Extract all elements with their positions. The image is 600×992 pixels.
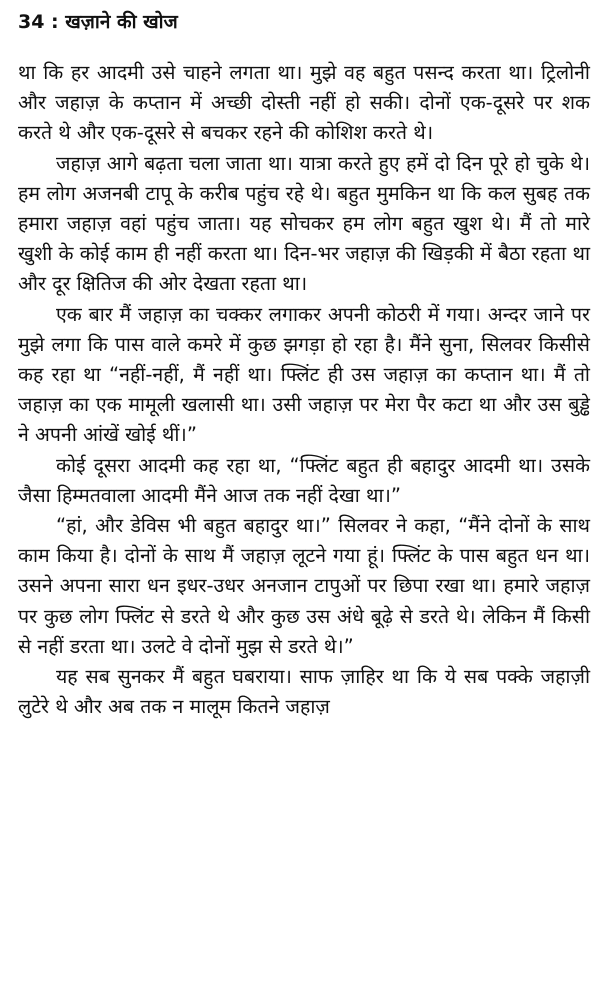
paragraph-overheard-quarrel: एक बार मैं जहाज़ का चक्कर लगाकर अपनी कोठरी में गया। अन्दर जाने पर मुझे लगा कि पास वाले कमरे में कुछ झगड़ा हो रहा है। मैंने सुना, सिलवर किसीसे कह रहा था “नहीं-नहीं, मैं नहीं था। फ्लिंट ही उस जहाज़ का कप्तान था। मैं तो जहाज़ का एक मामूली खलासी था। उसी जहाज़ पर मेरा पैर कटा था और उस बुड्ढे ने अपनी आंखें खोई थीं।” (18, 302, 590, 447)
paragraph-pirates-revealed: यह सब सुनकर मैं बहुत घबराया। साफ ज़ाहिर था कि ये सब पक्के जहाज़ी लुटेरे थे और अब तक न मालूम कितने जहाज़ (18, 665, 590, 719)
paragraph-continuation: था कि हर आदमी उसे चाहने लगता था। मुझे वह बहुत पसन्द करता था। ट्रिलोनी और जहाज़ के कप्तान में अच्छी दोस्ती नहीं हो सकी। दोनों एक-दूसरे पर शक करते थे और एक-दूसरे से बचकर रहने की कोशिश करते थे। (18, 61, 590, 145)
running-head: 34 : खज़ाने की खोज (18, 11, 178, 33)
paragraph-silver-speech: “हां, और डेविस भी बहुत बहादुर था।” सिलवर ने कहा, “मैंने दोनों के साथ काम किया है। दोनों के साथ मैं जहाज़ लूटने गया हूं। फ्लिंट के पास बहुत धन था। उसने अपना सारा धन इधर-उधर अनजान टापुओं पर छिपा रखा था। हमारे जहाज़ पर कुछ लोग फ्लिंट से डरते थे और कुछ उस अंधे बूढ़े से डरते थे। लेकिन मैं किसी से नहीं डरता था। उलटे वे दोनों मुझ से डरते थे।” (18, 514, 590, 658)
paragraph-flint-brave: कोई दूसरा आदमी कह रहा था, “फ्लिंट बहुत ही बहादुर आदमी था। उसके जैसा हिम्मतवाला आदमी मैंने आज तक नहीं देखा था।” (18, 453, 590, 507)
body-text (18, 58, 590, 722)
paragraph-ship-voyage: जहाज़ आगे बढ़ता चला जाता था। यात्रा करते हुए हमें दो दिन पूरे हो चुके थे। हम लोग अजनबी टापू के करीब पहुंच रहे थे। बहुत मुमकिन था कि कल सुबह तक हमारा जहाज़ वहां पहुंच जाता। यह सोचकर हम लोग बहुत खुश थे। मैं तो मारे खुशी के कोई काम ही नहीं करता था। दिन-भर जहाज़ की खिड़की में बैठा रहता था और दूर क्षितिज की ओर देखता रहता था। (18, 151, 590, 296)
